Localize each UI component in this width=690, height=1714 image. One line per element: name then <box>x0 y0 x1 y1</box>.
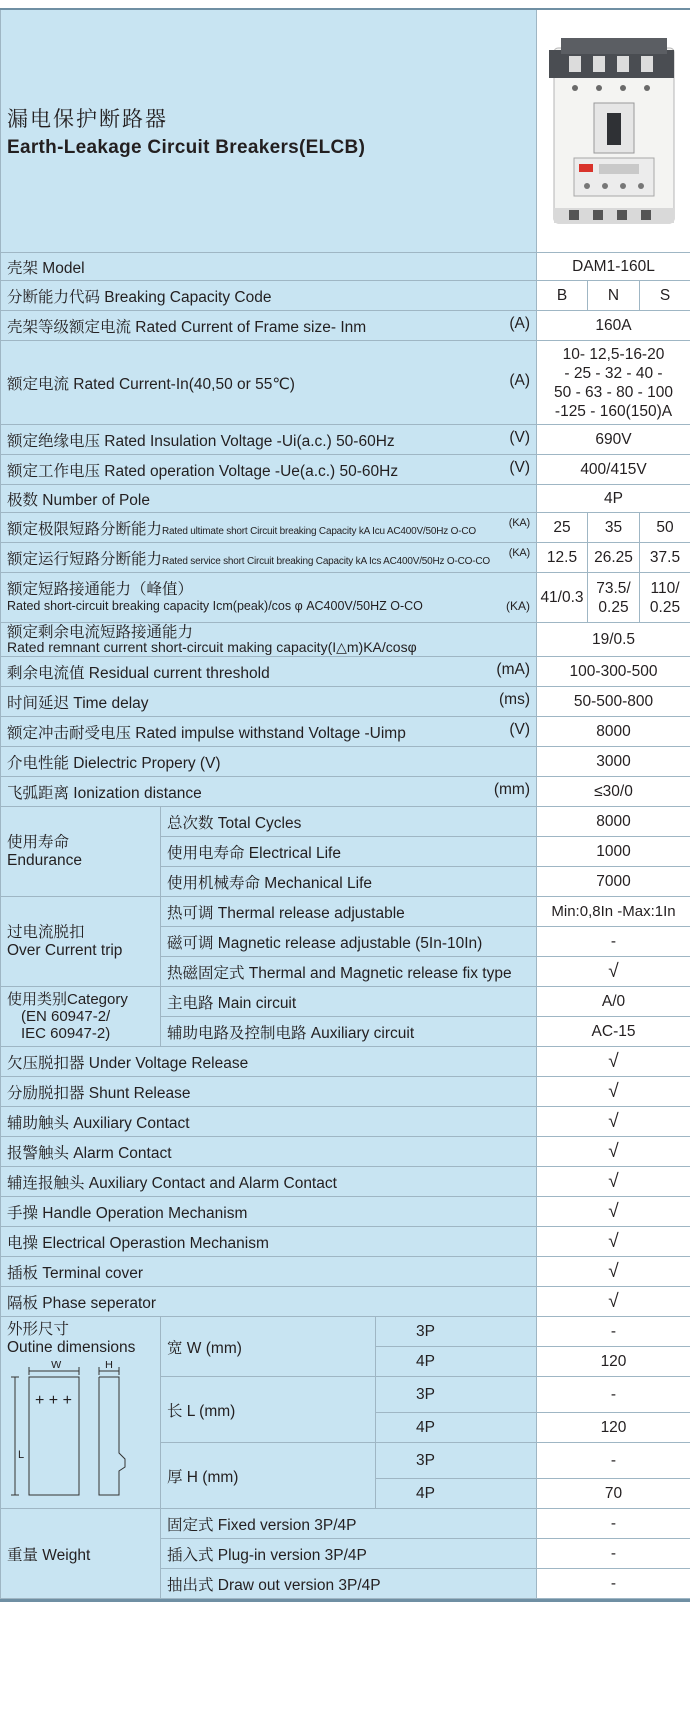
frame-current-label <box>1 311 537 341</box>
spec-sheet <box>0 8 690 1602</box>
residual-threshold-row <box>1 657 690 687</box>
poles-value: 4P <box>537 485 690 513</box>
weight-group: 重量 Weight <box>1 1509 161 1599</box>
endurance-group-en: Endurance <box>7 851 82 869</box>
ics-unit: (KA) <box>508 546 530 559</box>
endurance-row <box>1 807 690 837</box>
dimensions-group <box>1 1317 161 1509</box>
operation-voltage-value: 400/415V <box>537 455 690 485</box>
over-current-label: 磁可调 Magnetic release adjustable (5In-10In) <box>161 927 537 957</box>
rated-current-text: 额定电流 Rated Current-In(40,50 or 55℃) <box>7 375 295 393</box>
dimension-pole: 3P <box>376 1317 537 1347</box>
over-current-value: Min:0,8In -Max:1In <box>537 897 690 927</box>
accessory-row <box>1 1137 690 1167</box>
weight-label: 插入式 Plug-in version 3P/4P <box>161 1539 537 1569</box>
accessory-row <box>1 1257 690 1287</box>
title-en: Earth-Leakage Circuit Breakers(ELCB) <box>7 136 366 158</box>
rated-current-line: 10- 12,5-16-20 <box>562 345 665 363</box>
icm-unit: (KA) <box>506 598 530 613</box>
accessory-label: 辅连报触头 Auxiliary Contact and Alarm Contact <box>1 1167 537 1197</box>
impulse-voltage-text: 额定冲击耐受电压 Rated impulse withstand Voltage -Uimp <box>7 724 406 742</box>
time-delay-label <box>1 687 537 717</box>
dimension-value: 120 <box>537 1347 690 1377</box>
dimension-value: - <box>537 1377 690 1413</box>
diagram-w-label: W <box>51 1361 62 1371</box>
dielectric-row <box>1 747 690 777</box>
category-value: A/0 <box>537 987 690 1017</box>
rated-current-line: 50 - 63 - 80 - 100 <box>554 383 673 401</box>
endurance-value: 1000 <box>537 837 690 867</box>
dimension-label: 长 L (mm) <box>161 1377 376 1443</box>
accessory-value: √ <box>537 1257 690 1287</box>
over-current-value: - <box>537 927 690 957</box>
weight-label: 固定式 Fixed version 3P/4P <box>161 1509 537 1539</box>
breaking-code-s: S <box>640 281 690 311</box>
rated-current-line: -125 - 160(150)A <box>554 402 673 420</box>
diagram-l-label: L <box>18 1449 25 1461</box>
residual-threshold-value: 100-300-500 <box>537 657 690 687</box>
model-label: 壳架 Model <box>1 253 537 281</box>
over-current-value: √ <box>537 957 690 987</box>
ionization-value: ≤30/0 <box>537 777 690 807</box>
dimension-value: 70 <box>537 1479 690 1509</box>
insulation-voltage-value: 690V <box>537 425 690 455</box>
icm-label-en-wrap <box>7 598 530 615</box>
dimension-label: 宽 W (mm) <box>161 1317 376 1377</box>
icm-value-s-line: 0.25 <box>649 598 681 616</box>
insulation-voltage-unit: (V) <box>509 428 530 446</box>
accessory-row <box>1 1047 690 1077</box>
product-image <box>537 9 690 253</box>
over-current-label: 热可调 Thermal release adjustable <box>161 897 537 927</box>
dielectric-value: 3000 <box>537 747 690 777</box>
category-label: 辅助电路及控制电路 Auxiliary circuit <box>161 1017 537 1047</box>
endurance-value: 8000 <box>537 807 690 837</box>
ionization-label <box>1 777 537 807</box>
operation-voltage-row <box>1 455 690 485</box>
icu-value-b: 25 <box>537 513 588 543</box>
model-value: DAM1-160L <box>537 253 690 281</box>
category-group-line: IEC 60947-2) <box>21 1025 111 1042</box>
bottom-rule <box>0 1599 690 1602</box>
impulse-voltage-row <box>1 717 690 747</box>
over-current-group-en: Over Current trip <box>7 941 123 959</box>
circuit-breaker-product-photo-icon <box>539 18 689 238</box>
remnant-label-cn: 额定剩余电流短路接通能力 <box>7 623 194 641</box>
endurance-label: 使用机械寿命 Mechanical Life <box>161 867 537 897</box>
icu-value-s: 50 <box>640 513 690 543</box>
icu-label-cn: 额定极限短路分断能力 <box>7 520 163 538</box>
spec-table <box>0 8 690 1599</box>
ics-label <box>1 543 537 573</box>
accessory-value: √ <box>537 1077 690 1107</box>
icm-label-cn: 额定短路接通能力（峰值） <box>7 580 194 598</box>
rated-current-label <box>1 341 537 425</box>
accessory-label: 辅助触头 Auxiliary Contact <box>1 1107 537 1137</box>
breaking-code-row <box>1 281 690 311</box>
operation-voltage-unit: (V) <box>509 458 530 476</box>
icu-label <box>1 513 537 543</box>
icm-label <box>1 573 537 623</box>
icm-value-b-line: 41/0.3 <box>540 589 584 606</box>
dimension-label: 厚 H (mm) <box>161 1443 376 1509</box>
time-delay-unit: (ms) <box>499 690 530 708</box>
rated-current-line: - 25 - 32 - 40 - <box>564 364 663 382</box>
remnant-row <box>1 623 690 657</box>
ionization-row <box>1 777 690 807</box>
over-current-row <box>1 897 690 927</box>
accessory-value: √ <box>537 1197 690 1227</box>
over-current-group <box>1 897 161 987</box>
ionization-text: 飞弧距离 Ionization distance <box>7 784 202 802</box>
category-group-line: 使用类别Category <box>7 991 128 1008</box>
category-group <box>1 987 161 1047</box>
dimension-value: 120 <box>537 1413 690 1443</box>
category-group-line: (EN 60947-2/ <box>21 1008 111 1025</box>
over-current-label: 热磁固定式 Thermal and Magnetic release fix type <box>161 957 537 987</box>
rated-current-row <box>1 341 690 425</box>
icu-row <box>1 513 690 543</box>
icm-value-s-line: 110/ <box>650 579 680 597</box>
icm-label-en: Rated short-circuit breaking capacity Icm(peak)/cos φ AC400V/50HZ O-CO <box>7 598 423 613</box>
accessory-value: √ <box>537 1227 690 1257</box>
ics-value-b: 12.5 <box>537 543 588 573</box>
endurance-value: 7000 <box>537 867 690 897</box>
weight-row <box>1 1509 690 1539</box>
frame-current-value: 160A <box>537 311 690 341</box>
breaking-code-n: N <box>588 281 640 311</box>
breaking-code-b: B <box>537 281 588 311</box>
ics-value-s: 37.5 <box>640 543 690 573</box>
ics-label-en: Rated service short Circuit breaking Capacity kA Ics AC400V/50Hz O-CO-CO <box>162 555 490 567</box>
weight-label: 抽出式 Draw out version 3P/4P <box>161 1569 537 1599</box>
icu-label-en: Rated ultimate short Circuit breaking Capacity kA Icu AC400V/50Hz O-CO <box>162 525 476 537</box>
endurance-group-cn: 使用寿命 <box>7 833 70 851</box>
impulse-voltage-unit: (V) <box>509 720 530 738</box>
accessory-row <box>1 1167 690 1197</box>
accessory-label: 欠压脱扣器 Under Voltage Release <box>1 1047 537 1077</box>
insulation-voltage-row <box>1 425 690 455</box>
residual-threshold-unit: (mA) <box>496 660 530 678</box>
frame-current-unit: (A) <box>509 314 530 332</box>
dimension-row <box>1 1317 690 1347</box>
ics-value-n: 26.25 <box>588 543 640 573</box>
accessory-row <box>1 1197 690 1227</box>
dimensions-group-cn: 外形尺寸 <box>7 1321 70 1338</box>
insulation-voltage-text: 额定绝缘电压 Rated Insulation Voltage -Ui(a.c.) 50-60Hz <box>7 432 395 450</box>
remnant-label-en: Rated remnant current short-circuit making capacity(I△m)KA/cosφ <box>7 638 417 655</box>
accessory-label: 隔板 Phase seperator <box>1 1287 537 1317</box>
operation-voltage-text: 额定工作电压 Rated operation Voltage -Ue(a.c.) 50-60Hz <box>7 462 399 480</box>
accessory-label: 电操 Electrical Operastion Mechanism <box>1 1227 537 1257</box>
remnant-label <box>1 623 537 657</box>
insulation-voltage-label <box>1 425 537 455</box>
dimensions-group-en: Outine dimensions <box>7 1339 136 1356</box>
accessory-row <box>1 1227 690 1257</box>
residual-threshold-text: 剩余电流值 Residual current threshold <box>7 664 270 682</box>
accessory-row <box>1 1287 690 1317</box>
accessory-label: 报警触头 Alarm Contact <box>1 1137 537 1167</box>
residual-threshold-label <box>1 657 537 687</box>
rated-current-value <box>537 341 690 425</box>
time-delay-value: 50-500-800 <box>537 687 690 717</box>
remnant-value: 19/0.5 <box>537 623 690 657</box>
accessory-label: 插板 Terminal cover <box>1 1257 537 1287</box>
icm-value-n <box>588 573 640 623</box>
ionization-unit: (mm) <box>493 780 530 798</box>
time-delay-text: 时间延迟 Time delay <box>7 694 149 712</box>
endurance-label: 总次数 Total Cycles <box>161 807 537 837</box>
icm-value-s <box>640 573 690 623</box>
dimension-pole: 4P <box>376 1413 537 1443</box>
category-value: AC-15 <box>537 1017 690 1047</box>
category-label: 主电路 Main circuit <box>161 987 537 1017</box>
impulse-voltage-label <box>1 717 537 747</box>
top-rule <box>0 8 690 10</box>
over-current-group-cn: 过电流脱扣 <box>7 923 85 941</box>
rated-current-unit: (A) <box>509 371 530 389</box>
header-row <box>1 9 690 253</box>
dimension-pole: 3P <box>376 1377 537 1413</box>
breaking-code-label: 分断能力代码 Breaking Capacity Code <box>1 281 537 311</box>
dimension-pole: 4P <box>376 1347 537 1377</box>
accessory-value: √ <box>537 1167 690 1197</box>
frame-current-row <box>1 311 690 341</box>
accessory-label: 手操 Handle Operation Mechanism <box>1 1197 537 1227</box>
accessory-row <box>1 1077 690 1107</box>
ics-row <box>1 543 690 573</box>
icu-value-n: 35 <box>588 513 640 543</box>
accessory-value: √ <box>537 1047 690 1077</box>
weight-value: - <box>537 1569 690 1599</box>
icm-value-n-line: 0.25 <box>598 598 629 616</box>
dimension-pole: 3P <box>376 1443 537 1479</box>
weight-value: - <box>537 1539 690 1569</box>
accessory-value: √ <box>537 1287 690 1317</box>
accessory-label: 分励脱扣器 Shunt Release <box>1 1077 537 1107</box>
category-row <box>1 987 690 1017</box>
icm-value-n-line: 73.5/ <box>596 579 631 597</box>
dimension-value: - <box>537 1443 690 1479</box>
weight-value: - <box>537 1509 690 1539</box>
time-delay-row <box>1 687 690 717</box>
impulse-voltage-value: 8000 <box>537 717 690 747</box>
header-title-cell <box>1 9 537 253</box>
poles-label: 极数 Number of Pole <box>1 485 537 513</box>
accessory-value: √ <box>537 1137 690 1167</box>
outline-dimension-diagram <box>7 1361 147 1499</box>
dimension-value: - <box>537 1317 690 1347</box>
frame-current-text: 壳架等级额定电流 Rated Current of Frame size- Inm <box>7 318 367 336</box>
icu-unit: (KA) <box>508 516 530 529</box>
accessory-value: √ <box>537 1107 690 1137</box>
model-row <box>1 253 690 281</box>
accessory-row <box>1 1107 690 1137</box>
icm-row <box>1 573 690 623</box>
endurance-group <box>1 807 161 897</box>
dielectric-label: 介电性能 Dielectric Propery (V) <box>1 747 537 777</box>
endurance-label: 使用电寿命 Electrical Life <box>161 837 537 867</box>
poles-row <box>1 485 690 513</box>
operation-voltage-label <box>1 455 537 485</box>
icm-value-b <box>537 573 588 623</box>
dimension-pole: 4P <box>376 1479 537 1509</box>
title-cn: 漏电保护断路器 <box>7 107 168 131</box>
diagram-h-label: H <box>105 1361 113 1371</box>
diagram-terminals: + + + <box>35 1392 72 1409</box>
ics-label-cn: 额定运行短路分断能力 <box>7 550 163 568</box>
